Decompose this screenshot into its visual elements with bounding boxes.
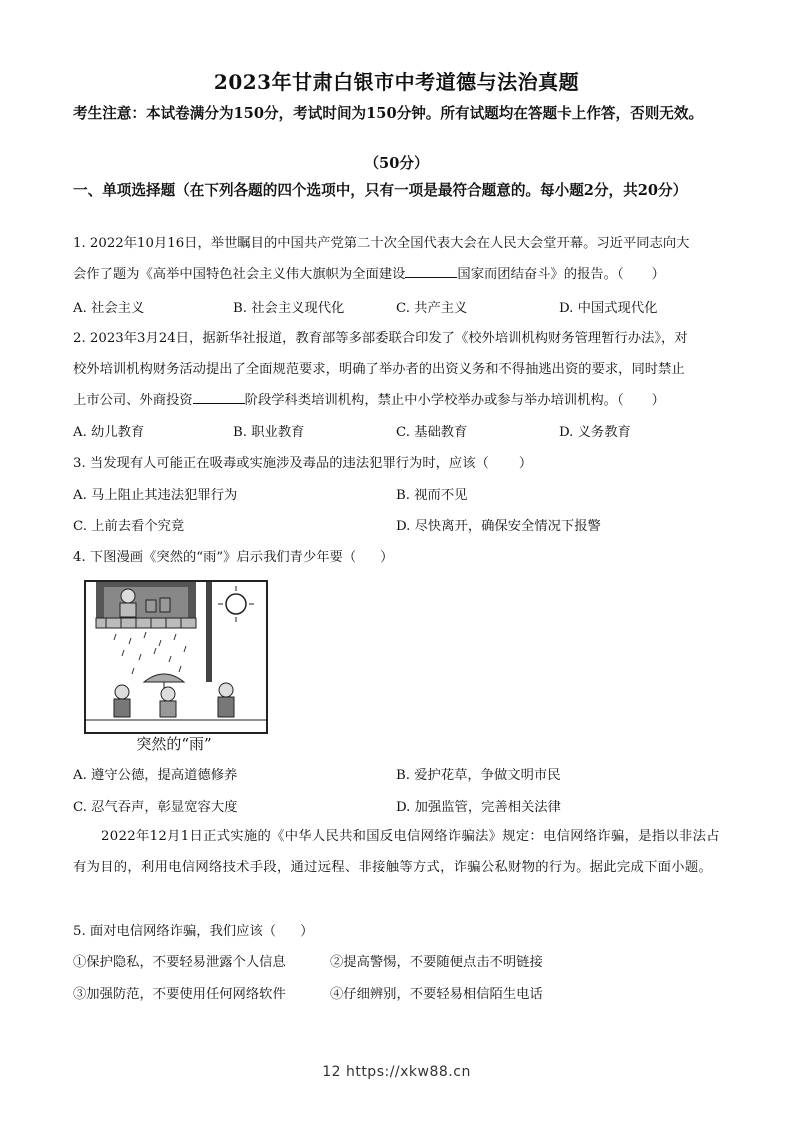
q5-statement-2: ②提高警惕，不要随便点击不明链接 — [330, 955, 543, 970]
q2-stem-line2: 校外培训机构财务活动提出了全面规范要求，明确了举办者的出资义务和不得抽逃出资的要求，同时禁止 — [73, 362, 685, 377]
page-title: 2023年甘肃白银市中考道德与法治真题 — [213, 70, 580, 94]
q5-stem-text: 5. 面对电信网络诈骗，我们应该（ — [73, 924, 277, 939]
q3-stem-text: 3. 当发现有人可能正在吸毒或实施涉及毒品的违法犯罪行为时，应该（ — [73, 456, 489, 471]
q1-stem-part1: 会作了题为《高举中国特色社会主义伟大旗帜为全面建设 — [73, 267, 406, 282]
q4-stem-end: ） — [380, 550, 394, 565]
q2-option-d[interactable]: D. 义务教育 — [559, 425, 631, 440]
q2-stem-part3: ） — [651, 393, 665, 408]
exam-notice: 考生注意：本试卷满分为150分，考试时间为150分钟。所有试题均在答题卡上作答，否则无效。 — [73, 105, 704, 122]
q5-stem — [73, 920, 313, 939]
q4-stem — [73, 546, 393, 565]
q1-stem-line2 — [73, 263, 665, 282]
q3-option-c[interactable]: C. 上前去看个究竟 — [73, 519, 185, 534]
q1-stem-part3: ） — [651, 267, 665, 282]
q4-option-a[interactable]: A. 遵守公德，提高道德修养 — [73, 768, 238, 783]
q1-option-a[interactable]: A. 社会主义 — [73, 301, 145, 316]
page-footer[interactable]: 12 https://xkw88.cn — [322, 1064, 471, 1080]
q4-option-d[interactable]: D. 加强监管，完善相关法律 — [396, 800, 561, 815]
section-heading: 一、单项选择题（在下列各题的四个选项中，只有一项是最符合题意的。每小题2分，共20分） — [73, 182, 688, 199]
q2-option-b[interactable]: B. 职业教育 — [233, 425, 305, 440]
q3-option-d[interactable]: D. 尽快离开，确保安全情况下报警 — [396, 519, 601, 534]
q5-statement-3: ③加强防范，不要使用任何网络软件 — [73, 987, 286, 1002]
section-score: （50分） — [364, 155, 429, 172]
q1-option-c[interactable]: C. 共产主义 — [396, 301, 468, 316]
q1-stem-line1: 1. 2022年10月16日，举世瞩目的中国共产党第二十次全国代表大会在人民大会堂开幕。习近平同志向大 — [73, 236, 690, 251]
q2-option-a[interactable]: A. 幼儿教育 — [73, 425, 145, 440]
comic-caption: 突然的“雨” — [136, 735, 212, 753]
comic-image — [84, 580, 268, 734]
answer-blank — [193, 391, 245, 404]
q3-option-a[interactable]: A. 马上阻止其违法犯罪行为 — [73, 488, 238, 503]
q5-statement-4: ④仔细辨别，不要轻易相信陌生电话 — [330, 987, 543, 1002]
q5-statement-1: ①保护隐私，不要轻易泄露个人信息 — [73, 955, 286, 970]
q2-stem-line3 — [73, 389, 665, 408]
q1-option-b[interactable]: B. 社会主义现代化 — [233, 301, 345, 316]
q3-stem — [73, 452, 532, 471]
q3-option-b[interactable]: B. 视而不见 — [396, 488, 468, 503]
comic-illustration — [86, 582, 266, 732]
q2-stem-part2: 阶段学科类培训机构，禁止中小学校举办或参与举办培训机构。（ — [244, 393, 624, 408]
q4-option-c[interactable]: C. 忍气吞声，彰显宽容大度 — [73, 800, 238, 815]
q5-stem-end: ） — [300, 924, 314, 939]
q4-stem-text: 4. 下图漫画《突然的“雨”》启示我们青少年要（ — [73, 550, 357, 565]
answer-blank — [405, 265, 457, 278]
q4-option-b[interactable]: B. 爱护花草，争做文明市民 — [396, 768, 561, 783]
q1-option-d[interactable]: D. 中国式现代化 — [559, 301, 658, 316]
q3-stem-end: ） — [518, 456, 533, 471]
reading-passage: 2022年12月1日正式实施的《中华人民共和国反电信网络诈骗法》规定：电信网络诈骗，是指以非法占有为目的，利用电信网络技术手段，通过远程、非接触等方式，诈骗公私财物的行为。据此完成下面小题。 — [73, 829, 720, 875]
q2-stem-line1: 2. 2023年3月24日，据新华社报道，教育部等多部委联合印发了《校外培训机构财务管理暂行办法》，对 — [73, 331, 688, 346]
q2-option-c[interactable]: C. 基础教育 — [396, 425, 468, 440]
q1-stem-part2: 国家而团结奋斗》的报告。（ — [457, 267, 624, 282]
q2-stem-part1: 上市公司、外商投资 — [73, 393, 193, 408]
